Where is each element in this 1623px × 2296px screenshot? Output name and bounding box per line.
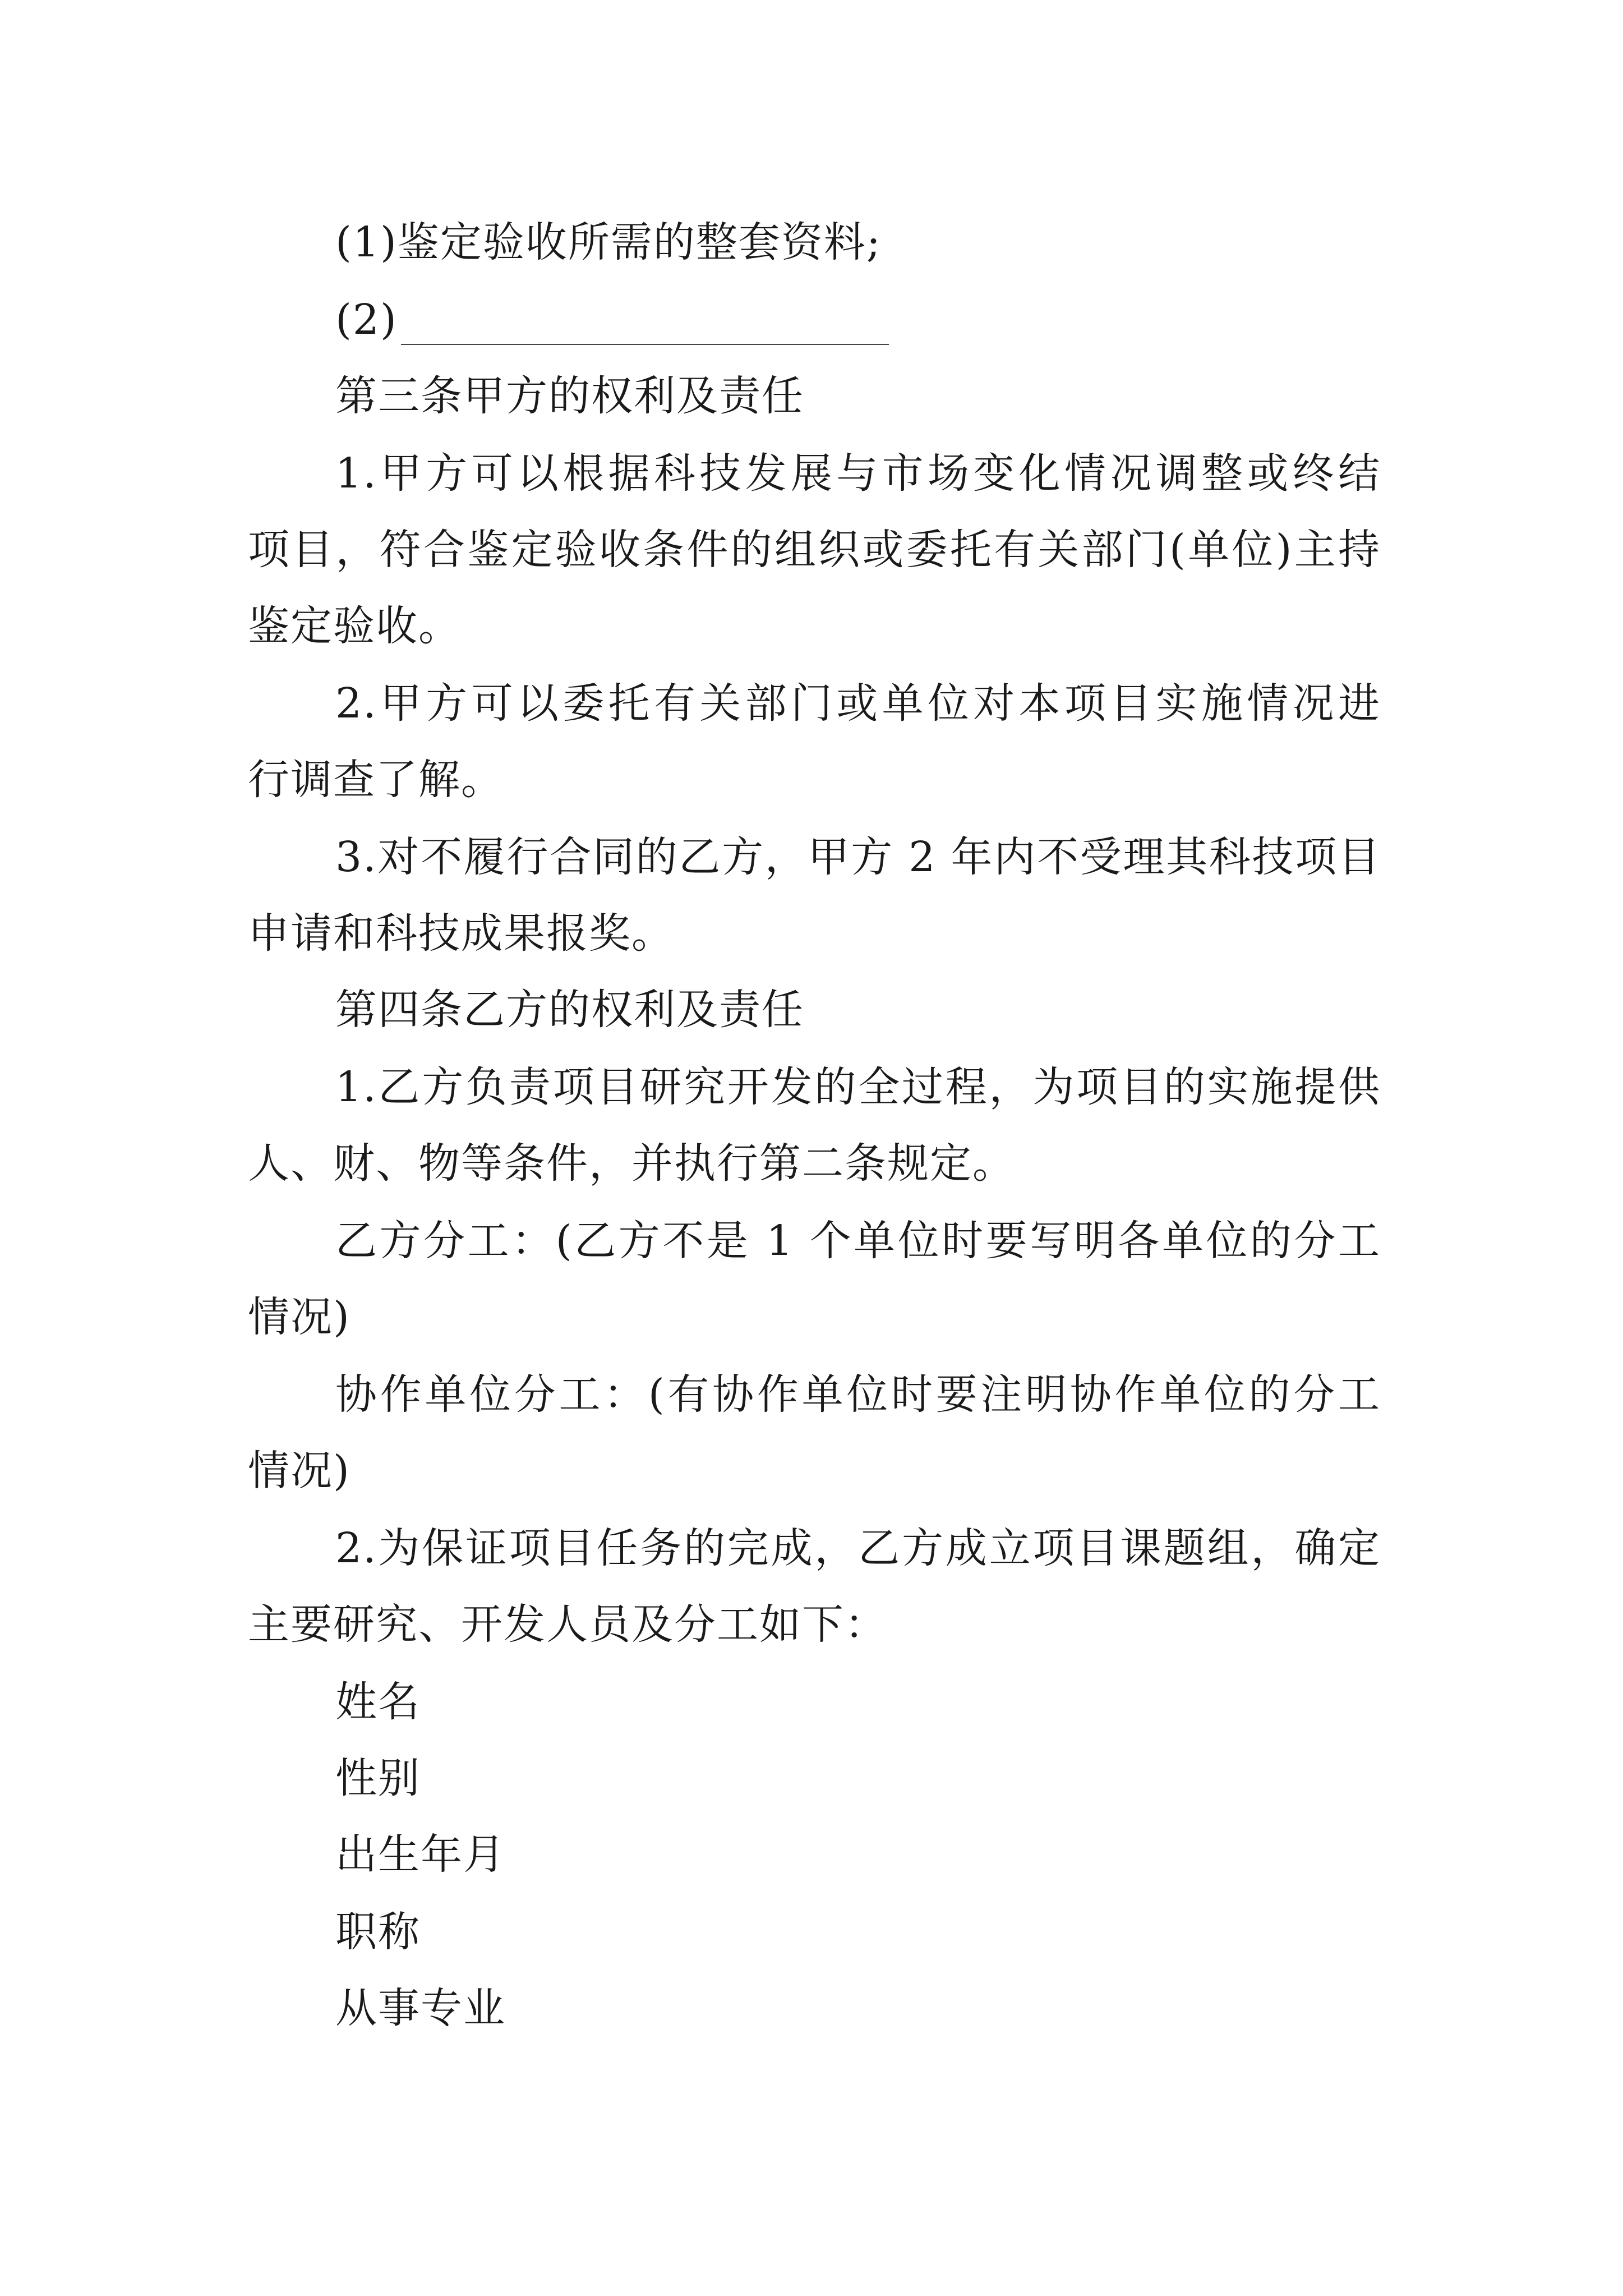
paragraph-line: 协作单位分工：(有协作单位时要注明协作单位的分工 — [335, 1370, 1381, 1419]
paragraph-line: 鉴定验收。 — [248, 602, 461, 650]
paragraph-line: 行调查了解。 — [248, 756, 504, 804]
paragraph-line: 1.甲方可以根据科技发展与市场变化情况调整或终结 — [335, 449, 1381, 498]
paragraph-line: 情况) — [248, 1293, 351, 1341]
paragraph-line: 申请和科技成果报奖。 — [248, 909, 674, 958]
paragraph-line: 1.乙方负责项目研究开发的全过程，为项目的实施提供 — [335, 1063, 1381, 1111]
list-item: 性别 — [335, 1754, 421, 1802]
paragraph-line-with-blank — [335, 292, 889, 348]
paragraph-line: 2.为保证项目任务的完成，乙方成立项目课题组，确定 — [335, 1524, 1381, 1572]
list-item: 职称 — [335, 1908, 421, 1956]
paragraph-line: (1)鉴定验收所需的整套资料; — [335, 218, 882, 266]
paragraph-line: 乙方分工：(乙方不是 1 个单位时要写明各单位的分工 — [335, 1217, 1381, 1265]
paragraph-line: 3.对不履行合同的乙方，甲方 2 年内不受理其科技项目 — [335, 833, 1381, 881]
paragraph-line: 2.甲方可以委托有关部门或单位对本项目实施情况进 — [335, 679, 1381, 728]
section-heading: 第三条甲方的权利及责任 — [335, 372, 804, 420]
fill-in-blank — [401, 344, 889, 345]
paragraph-line: 主要研究、开发人员及分工如下： — [248, 1600, 887, 1649]
list-item: 从事专业 — [335, 1984, 506, 2032]
list-item: 姓名 — [335, 1678, 421, 1726]
list-item: 出生年月 — [335, 1830, 506, 1879]
paragraph-line: 项目，符合鉴定验收条件的组织或委托有关部门(单位)主持 — [248, 526, 1381, 574]
paragraph-line: 情况) — [248, 1447, 351, 1495]
item-number: (2) — [335, 296, 398, 344]
section-heading: 第四条乙方的权利及责任 — [335, 986, 804, 1034]
paragraph-line: 人、财、物等条件，并执行第二条规定。 — [248, 1139, 1015, 1188]
